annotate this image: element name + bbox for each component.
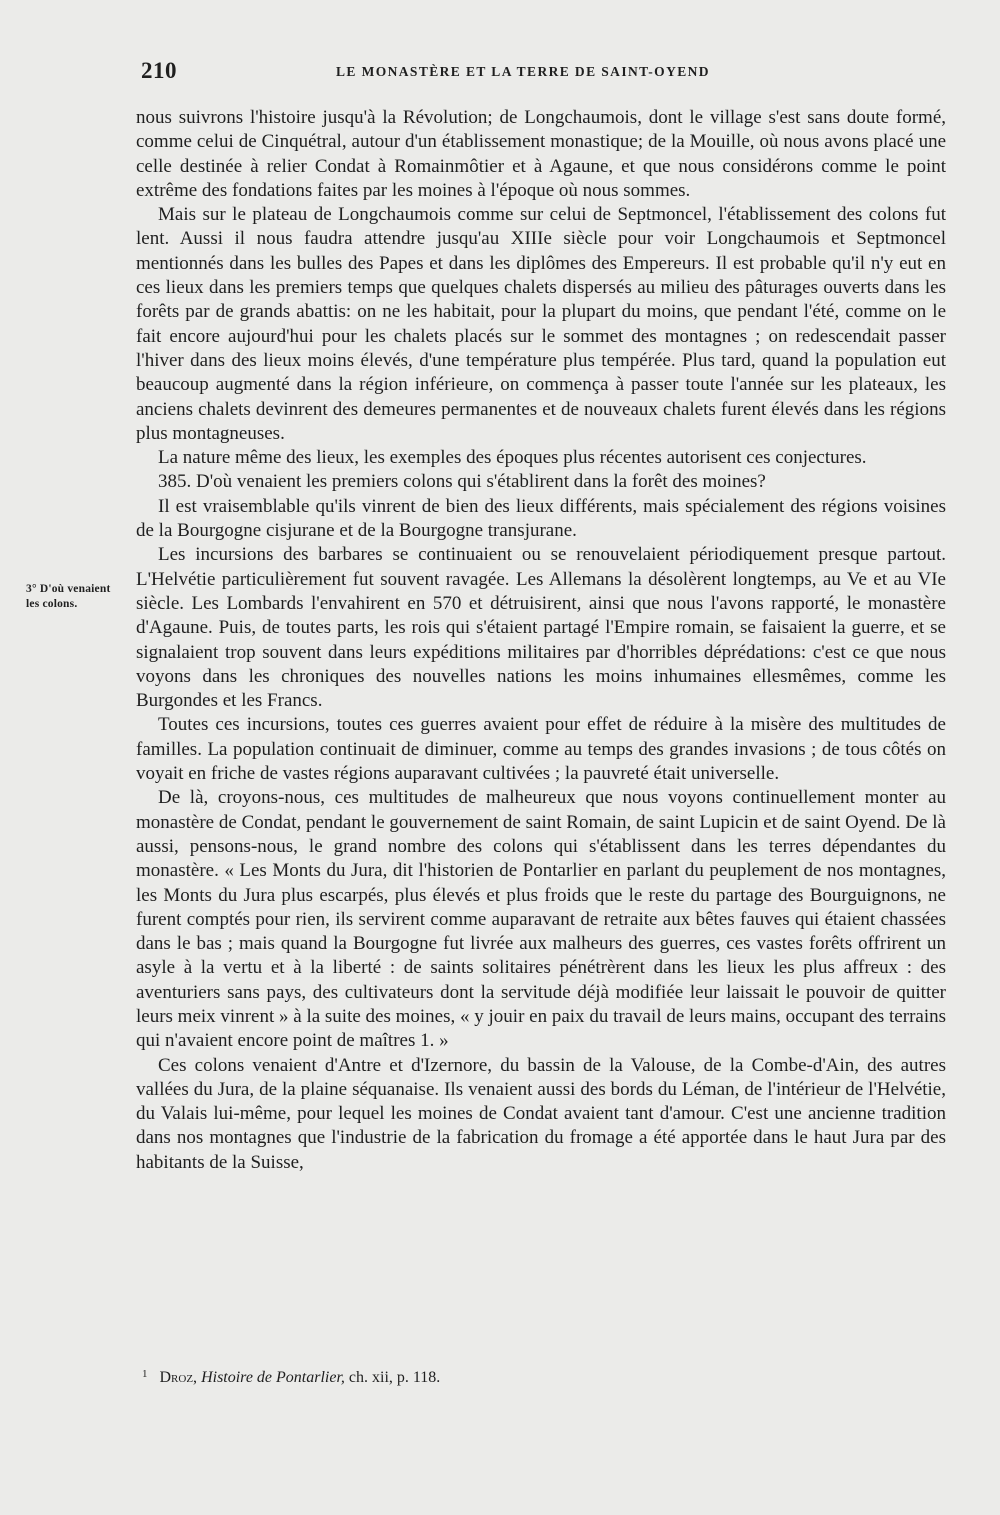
section-question: 385. D'où venaient les premiers colons qui s'établirent dans la forêt des moines? [158,471,766,493]
footnote-title: Histoire de Pontarlier, [201,1369,345,1386]
page-number: 210 [141,58,177,83]
paragraph: De là, croyons-nous, ces multitudes de malheureux que nous voyons continuellement monter au monastère de Condat, pendant le gouvernement de saint Romain, de saint Lupicin et de saint Oyend. De là aussi, pensons-nous, le grand nombre des colons qui s'établissent dans les terres dépendantes du monastère. « Les Monts du Jura, dit l'historien de Pontarlier en parlant du peuplement de nos montagnes, les Monts du Jura plus escarpés, plus élevés et plus froids que le reste du partage des Bourguignons, ne furent comptés pour rien, ils servirent comme auparavant de retraite aux bêtes fauves qui étaient chassées dans le bas ; mais quand la Bourgogne fut livrée aux malheurs des guerres, ces vastes forêts offrirent un asyle à la vertu et à la liberté : de saints solitaires pénétrèrent dans les lieux les plus affreux : des aventuriers sans pays, des cultivateurs dont la servitude déjà modifiée leur laissait le pouvoir de quitter leurs meix vinrent » à la suite des moines, « y jouir en paix du travail de leurs mains, occupant des terrains qui n'avaient encore point de maîtres 1. » [136,787,946,1052]
paragraph: Toutes ces incursions, toutes ces guerres avaient pour effet de réduire à la misère des multitudes de familles. La population continuait de diminuer, comme au temps des grandes invasions ; de tous côtés on voyait en friche de vastes régions auparavant cultivées ; la pauvreté était universelle. [136,714,946,785]
paragraph: Mais sur le plateau de Longchaumois comme sur celui de Septmoncel, l'établissement des colons fut lent. Aussi il nous faudra attendre jusqu'au XIIIe siècle pour voir Longchaumois et Septmoncel mentionnés dans les bulles des Papes et dans les diplômes des Empereurs. Il est probable qu'il n'y eut en ces lieux dans les premiers temps que quelques chalets dispersés au milieu des pâturages ouverts dans les forêts par de grands abattis: on ne les habitait, pour la plupart du moins, que pendant l'été, comme on le fait encore aujourd'hui pour les chalets placés sur le sommet des montagnes ; on redescendait passer l'hiver dans des lieux moins élevés, d'une température plus tempérée. Plus tard, quand la population eut beaucoup augmenté dans la région inférieure, on commença à passer toute l'année sur les plateaux, les anciens chalets devinrent des demeures permanentes et de nouveaux chalets furent élevés dans les régions plus montagneuses. [136,204,946,444]
footnote-author: Droz, [159,1369,198,1386]
page-header [136,58,946,88]
paragraph: La nature même des lieux, les exemples des époques plus récentes autorisent ces conjectures. [158,447,867,469]
paragraph: Les incursions des barbares se continuaient ou se renouvelaient périodiquement presque partout. L'Helvétie particulièrement fut souvent ravagée. Les Allemans la désolèrent longtemps, au Ve et au VIe siècle. Les Lombards l'envahirent en 570 et détruisirent, ainsi que nous l'avons rapporté, le monastère d'Agaune. Puis, de toutes parts, les rois qui s'étaient partagé l'Empire romain, se faisaient la guerre, et se signalaient trop souvent dans leurs expéditions militaires par d'horribles déprédations: c'est ce que nous voyons dans les chroniques des nouvelles nations les moins inhumaines ellesmêmes, comme les Burgondes et les Francs. [136,544,946,712]
footnote-number: 1 [142,1368,148,1380]
footnote-ref: ch. xii, p. 118. [348,1369,441,1386]
paragraph: Il est vraisemblable qu'ils vinrent de bien des lieux différents, mais spécialement des régions voisines de la Bourgogne cisjurane et de la Bourgogne transjurane. [136,495,946,542]
paragraph: nous suivrons l'histoire jusqu'à la Révolution; de Longchaumois, dont le village s'est sans doute formé, comme celui de Cinquétral, autour d'un établissement monastique; de la Mouille, où nous avons placé une celle destinée à relier Condat à Romainmôtier et à Agaune, et que nous considérons comme le point extrême des fondations faites par les moines à l'époque où nous sommes. [136,107,946,201]
running-title: LE MONASTÈRE ET LA TERRE DE SAINT-OYEND [336,64,710,79]
footnote [142,1364,942,1388]
body-text [136,106,946,1175]
margin-note: 3° D'où venaient les colons. [26,583,111,610]
paragraph: Ces colons venaient d'Antre et d'Izernore, du bassin de la Valouse, de la Combe-d'Ain, des autres vallées du Jura, de la plaine séquanaise. Ils venaient aussi des bords du Léman, de l'intérieur de l'Helvétie, du Valais lui-même, pour lequel les moines de Condat avaient tant d'amour. C'est une ancienne tradition dans nos montagnes que l'industrie de la fabrication du fromage a été apportée dans le haut Jura par des habitants de la Suisse, [136,1054,946,1173]
